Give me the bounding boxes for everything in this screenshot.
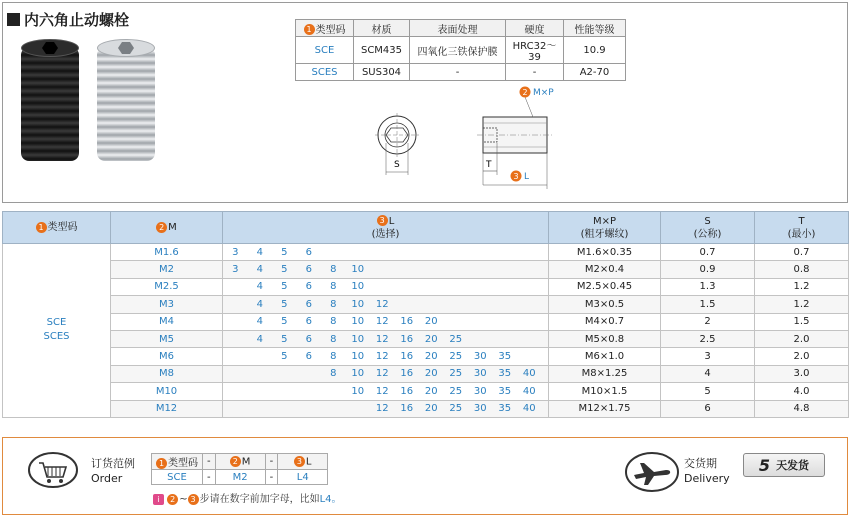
size-row — [3, 296, 849, 313]
s-cell: 6 — [661, 400, 755, 417]
size-row — [3, 261, 849, 278]
order-value-row — [152, 470, 328, 485]
s-cell: 3 — [661, 348, 755, 365]
header-t-sublabel: (最小) — [787, 228, 816, 240]
size-row — [3, 330, 849, 347]
mp-dimension-label: M×P — [533, 88, 554, 98]
header-l-sublabel: (选择) — [371, 228, 400, 240]
l-option: 8 — [330, 316, 337, 328]
l-options — [223, 264, 548, 275]
t-cell: 2.0 — [755, 348, 849, 365]
l-options — [223, 247, 548, 258]
header-l — [223, 212, 549, 244]
spec-header-type-label: 类型码 — [315, 24, 346, 36]
header-l-label: L — [388, 215, 395, 227]
t-cell: 1.2 — [755, 278, 849, 295]
size-row — [3, 400, 849, 417]
l-option: 10 — [351, 333, 365, 345]
order-note-example: L4。 — [319, 494, 342, 505]
l-option: 16 — [400, 316, 414, 328]
s-dimension-label: S — [394, 160, 400, 170]
header-m — [111, 212, 223, 244]
l-options — [223, 368, 548, 379]
header-type-label: 类型码 — [47, 222, 78, 233]
size-table-body — [3, 244, 849, 418]
l-option: 6 — [305, 298, 312, 310]
l-option: 35 — [498, 368, 512, 380]
end-view-drawing — [375, 113, 419, 175]
spec-header-material: 材质 — [354, 20, 410, 37]
s-cell: 0.7 — [661, 244, 755, 261]
l-option: 25 — [449, 333, 463, 345]
order-value-sep: - — [265, 470, 278, 485]
spec-header-type — [296, 20, 354, 37]
l-option: 4 — [256, 316, 263, 328]
l-options — [223, 386, 548, 397]
l-option: 4 — [256, 333, 263, 345]
s-cell: 4 — [661, 365, 755, 382]
l-option: 30 — [473, 351, 487, 363]
t-cell: 0.7 — [755, 244, 849, 261]
s-cell: 2 — [661, 313, 755, 330]
l-option: 6 — [305, 246, 312, 258]
l-option: 40 — [522, 368, 536, 380]
l-option: 5 — [281, 351, 288, 363]
l-options-cell — [223, 383, 549, 400]
header-s-sublabel: (公称) — [693, 228, 722, 240]
order-label-en: Order — [91, 472, 123, 485]
mp-cell: M12×1.75 — [549, 400, 661, 417]
l-option: 30 — [473, 368, 487, 380]
delivery-label — [684, 456, 730, 486]
l-options-cell — [223, 348, 549, 365]
l-options-cell — [223, 330, 549, 347]
m-size-cell: M5 — [111, 330, 223, 347]
l-options — [223, 281, 548, 292]
order-header-type — [152, 454, 203, 470]
page-title: 内六角止动螺栓 — [24, 11, 130, 29]
mp-cell: M6×1.0 — [549, 348, 661, 365]
l-option: 5 — [281, 316, 288, 328]
l-option: 6 — [305, 351, 312, 363]
order-header-l-label: L — [305, 456, 312, 468]
mp-cell: M2×0.4 — [549, 261, 661, 278]
order-header-m-label: M — [241, 456, 251, 468]
m-size-cell: M8 — [111, 365, 223, 382]
header-s — [661, 212, 755, 244]
l-option: 20 — [424, 333, 438, 345]
l-option: 20 — [424, 403, 438, 415]
size-row — [3, 244, 849, 261]
badge-2-icon: 2 — [230, 456, 241, 467]
s-cell: 1.5 — [661, 296, 755, 313]
badge-3-icon: 3 — [188, 494, 199, 505]
l-option: 10 — [351, 316, 365, 328]
spec-cell-type: SCE — [296, 37, 354, 64]
l-option: 25 — [449, 385, 463, 397]
l-option: 10 — [351, 368, 365, 380]
l-option: 20 — [424, 368, 438, 380]
l-options-cell — [223, 365, 549, 382]
spec-header-row — [296, 20, 626, 37]
badge-3-icon: 3 — [294, 456, 305, 467]
l-option: 10 — [351, 385, 365, 397]
silver-set-screw-image — [97, 47, 155, 161]
l-option: 16 — [400, 351, 414, 363]
m-size-cell: M1.6 — [111, 244, 223, 261]
order-note — [153, 490, 342, 505]
t-cell: 0.8 — [755, 261, 849, 278]
t-dimension-label: T — [486, 160, 492, 170]
order-header-row — [152, 454, 328, 470]
l-option: 4 — [256, 264, 263, 276]
size-row — [3, 348, 849, 365]
header-mp-label: M×P — [592, 215, 617, 227]
l-option: 35 — [498, 351, 512, 363]
order-value-l: L4 — [278, 470, 328, 485]
badge-3-icon: 3 — [377, 215, 388, 226]
badge-2-icon: 2 — [167, 494, 178, 505]
mp-cell: M2.5×0.45 — [549, 278, 661, 295]
l-option: 12 — [375, 403, 389, 415]
l-options — [223, 351, 548, 362]
l-option: 16 — [400, 333, 414, 345]
m-size-cell: M2.5 — [111, 278, 223, 295]
mp-cell: M8×1.25 — [549, 365, 661, 382]
header-mp — [549, 212, 661, 244]
order-header-sep: - — [265, 454, 278, 470]
l-option: 30 — [473, 385, 487, 397]
order-header-l — [278, 454, 328, 470]
header-t — [755, 212, 849, 244]
l-option: 5 — [281, 264, 288, 276]
header-t-label: T — [798, 215, 805, 227]
l-option: 8 — [330, 281, 337, 293]
badge-1-icon: 1 — [156, 458, 167, 469]
size-table — [2, 211, 849, 418]
m-size-cell: M12 — [111, 400, 223, 417]
l-option: 20 — [424, 316, 438, 328]
size-row — [3, 365, 849, 382]
info-icon: i — [153, 494, 164, 505]
order-example-table — [151, 453, 328, 485]
badge-1-icon: 1 — [304, 24, 315, 35]
l-option: 5 — [281, 333, 288, 345]
l-option: 16 — [400, 403, 414, 415]
l-options — [223, 403, 548, 414]
delivery-days: 5 — [758, 455, 771, 475]
l-option: 10 — [351, 298, 365, 310]
l-options-cell — [223, 278, 549, 295]
mp-cell: M5×0.8 — [549, 330, 661, 347]
mp-cell: M4×0.7 — [549, 313, 661, 330]
l-option: 8 — [330, 264, 337, 276]
l-option: 5 — [281, 246, 288, 258]
m-size-cell: M10 — [111, 383, 223, 400]
size-row — [3, 383, 849, 400]
order-header-sep: - — [203, 454, 216, 470]
order-value-m: M2 — [215, 470, 265, 485]
l-option: 35 — [498, 403, 512, 415]
l-option: 40 — [522, 403, 536, 415]
delivery-label-en: Delivery — [684, 472, 730, 485]
order-header-m — [215, 454, 265, 470]
l-options-cell — [223, 244, 549, 261]
header-type — [3, 212, 111, 244]
l-option: 4 — [256, 298, 263, 310]
l-options-cell — [223, 261, 549, 278]
l-option: 16 — [400, 385, 414, 397]
delivery-label-cn: 交货期 — [684, 457, 717, 470]
l-option: 35 — [498, 385, 512, 397]
order-label — [91, 456, 135, 486]
spec-cell-material: SCM435 — [354, 37, 410, 64]
l-option: 3 — [232, 246, 239, 258]
type-code-cell — [3, 244, 111, 418]
size-row — [3, 278, 849, 295]
l-option: 25 — [449, 368, 463, 380]
m-size-cell: M3 — [111, 296, 223, 313]
delivery-badge — [743, 453, 825, 477]
l-option: 16 — [400, 368, 414, 380]
type-code: SCES — [43, 331, 70, 343]
l-option: 4 — [256, 246, 263, 258]
title-square-icon — [7, 13, 20, 26]
l-options-cell — [223, 400, 549, 417]
l-option: 6 — [305, 333, 312, 345]
l-option: 25 — [449, 403, 463, 415]
t-cell: 1.2 — [755, 296, 849, 313]
l-option: 25 — [449, 351, 463, 363]
badge-1-icon: 1 — [36, 222, 47, 233]
l-option: 20 — [424, 385, 438, 397]
header-m-label: M — [168, 222, 177, 233]
l-options — [223, 334, 548, 345]
size-header-row — [3, 212, 849, 244]
l-options-cell — [223, 313, 549, 330]
s-cell: 5 — [661, 383, 755, 400]
l-option: 3 — [232, 264, 239, 276]
l-option: 8 — [330, 298, 337, 310]
size-row — [3, 313, 849, 330]
side-view-drawing — [477, 87, 554, 190]
s-cell: 1.3 — [661, 278, 755, 295]
l-dimension-label: L — [524, 172, 530, 182]
spec-cell-grade: 10.9 — [564, 37, 626, 64]
t-cell: 1.5 — [755, 313, 849, 330]
delivery-unit: 天发货 — [776, 459, 810, 472]
spec-row — [296, 64, 626, 81]
badge-2-icon: 2 — [156, 222, 167, 233]
l-option: 12 — [375, 316, 389, 328]
spec-header-surface: 表面处理 — [410, 20, 506, 37]
l-option: 8 — [330, 333, 337, 345]
spec-cell-grade: A2-70 — [564, 64, 626, 81]
s-cell: 2.5 — [661, 330, 755, 347]
order-header-type-label: 类型码 — [168, 458, 198, 469]
black-set-screw-image — [21, 47, 79, 161]
mp-cell: M10×1.5 — [549, 383, 661, 400]
spec-cell-surface: - — [410, 64, 506, 81]
order-note-text: 步请在数字前加字母，比如 — [199, 494, 320, 505]
order-note-sep: ~ — [179, 494, 188, 505]
spec-cell-surface: 四氧化三铁保护膜 — [410, 37, 506, 64]
spec-table — [295, 19, 626, 81]
l-option: 12 — [375, 298, 389, 310]
l-option: 40 — [522, 385, 536, 397]
airplane-icon — [624, 451, 680, 493]
l-option: 12 — [375, 368, 389, 380]
cart-icon — [27, 450, 79, 490]
header-mp-sublabel: (粗牙螺纹) — [580, 228, 629, 240]
technical-drawing — [373, 83, 573, 195]
l-option: 12 — [375, 385, 389, 397]
spec-cell-hardness: - — [506, 64, 564, 81]
l-option: 20 — [424, 351, 438, 363]
order-label-cn: 订货范例 — [91, 457, 135, 470]
l-option: 8 — [330, 351, 337, 363]
spec-cell-material: SUS304 — [354, 64, 410, 81]
l-badge-number: 3 — [513, 172, 519, 181]
l-option: 12 — [375, 351, 389, 363]
l-option: 5 — [281, 281, 288, 293]
order-value-sep: - — [203, 470, 216, 485]
l-option: 4 — [256, 281, 263, 293]
t-cell: 3.0 — [755, 365, 849, 382]
order-panel — [2, 437, 848, 515]
l-option: 8 — [330, 368, 337, 380]
s-cell: 0.9 — [661, 261, 755, 278]
l-option: 12 — [375, 333, 389, 345]
l-option: 6 — [305, 264, 312, 276]
m-size-cell: M6 — [111, 348, 223, 365]
l-option: 30 — [473, 403, 487, 415]
title-block — [7, 9, 129, 30]
spec-cell-type: SCES — [296, 64, 354, 81]
l-option: 10 — [351, 351, 365, 363]
spec-header-hardness: 硬度 — [506, 20, 564, 37]
mp-cell: M3×0.5 — [549, 296, 661, 313]
m-size-cell: M2 — [111, 261, 223, 278]
m-size-cell: M4 — [111, 313, 223, 330]
t-cell: 4.0 — [755, 383, 849, 400]
t-cell: 4.8 — [755, 400, 849, 417]
l-option: 6 — [305, 316, 312, 328]
l-options — [223, 299, 548, 310]
spec-row — [296, 37, 626, 64]
l-options-cell — [223, 296, 549, 313]
spec-header-grade: 性能等级 — [564, 20, 626, 37]
header-s-label: S — [704, 215, 711, 227]
mp-badge-number: 2 — [522, 88, 528, 97]
t-cell: 2.0 — [755, 330, 849, 347]
product-overview-panel — [2, 2, 848, 203]
spec-cell-hardness: HRC32～39 — [506, 37, 564, 64]
order-value-type: SCE — [152, 470, 203, 485]
l-option: 10 — [351, 264, 365, 276]
mp-cell: M1.6×0.35 — [549, 244, 661, 261]
l-option: 6 — [305, 281, 312, 293]
l-option: 10 — [351, 281, 365, 293]
type-code: SCE — [46, 317, 67, 329]
l-option: 5 — [281, 298, 288, 310]
l-options — [223, 316, 548, 327]
